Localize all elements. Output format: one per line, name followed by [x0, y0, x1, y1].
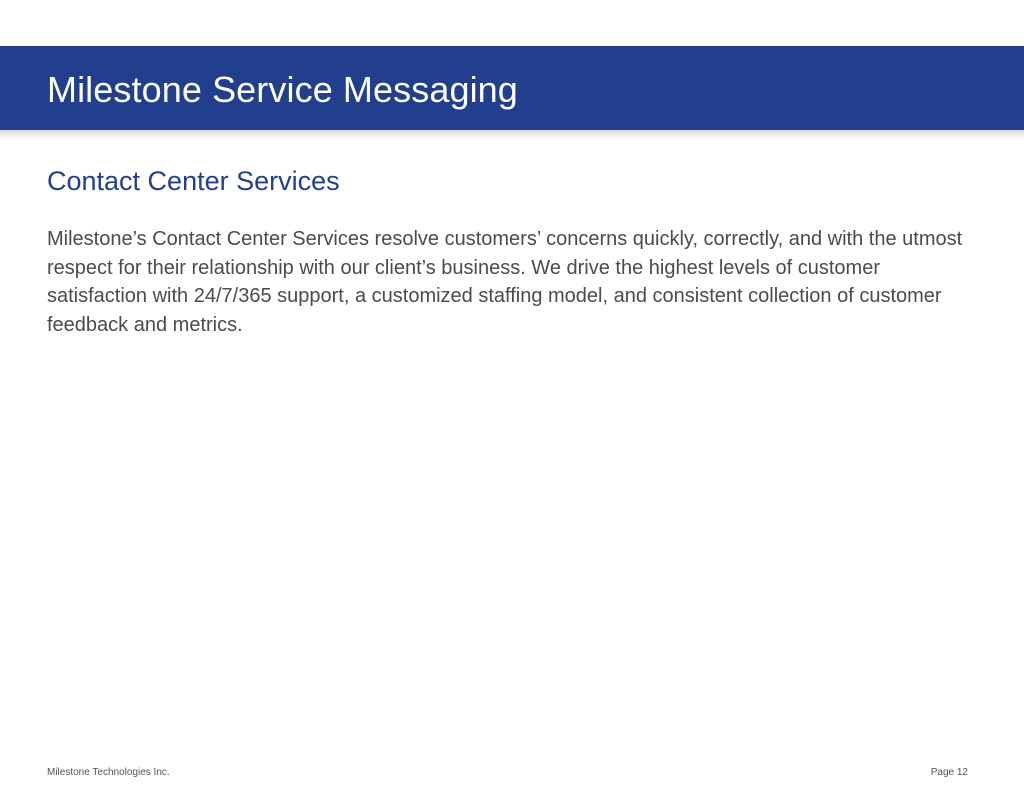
section-heading: Contact Center Services [47, 166, 340, 196]
banner-shadow-divider [0, 130, 1024, 140]
section-body-paragraph: Milestone’s Contact Center Services resolve customers’ concerns quickly, correctly, and with the utmost respect for their relationship with our client’s business. We drive the highest levels of customer satisfaction with 24/7/365 support, a customized staffing model, and consistent collection of customer feedback and metrics. [47, 228, 963, 336]
header-banner [0, 46, 1024, 130]
page-title: Milestone Service Messaging [47, 69, 518, 110]
footer-page-number: Page 12 [930, 767, 968, 778]
footer-company-name: Milestone Technologies Inc. [47, 767, 170, 778]
